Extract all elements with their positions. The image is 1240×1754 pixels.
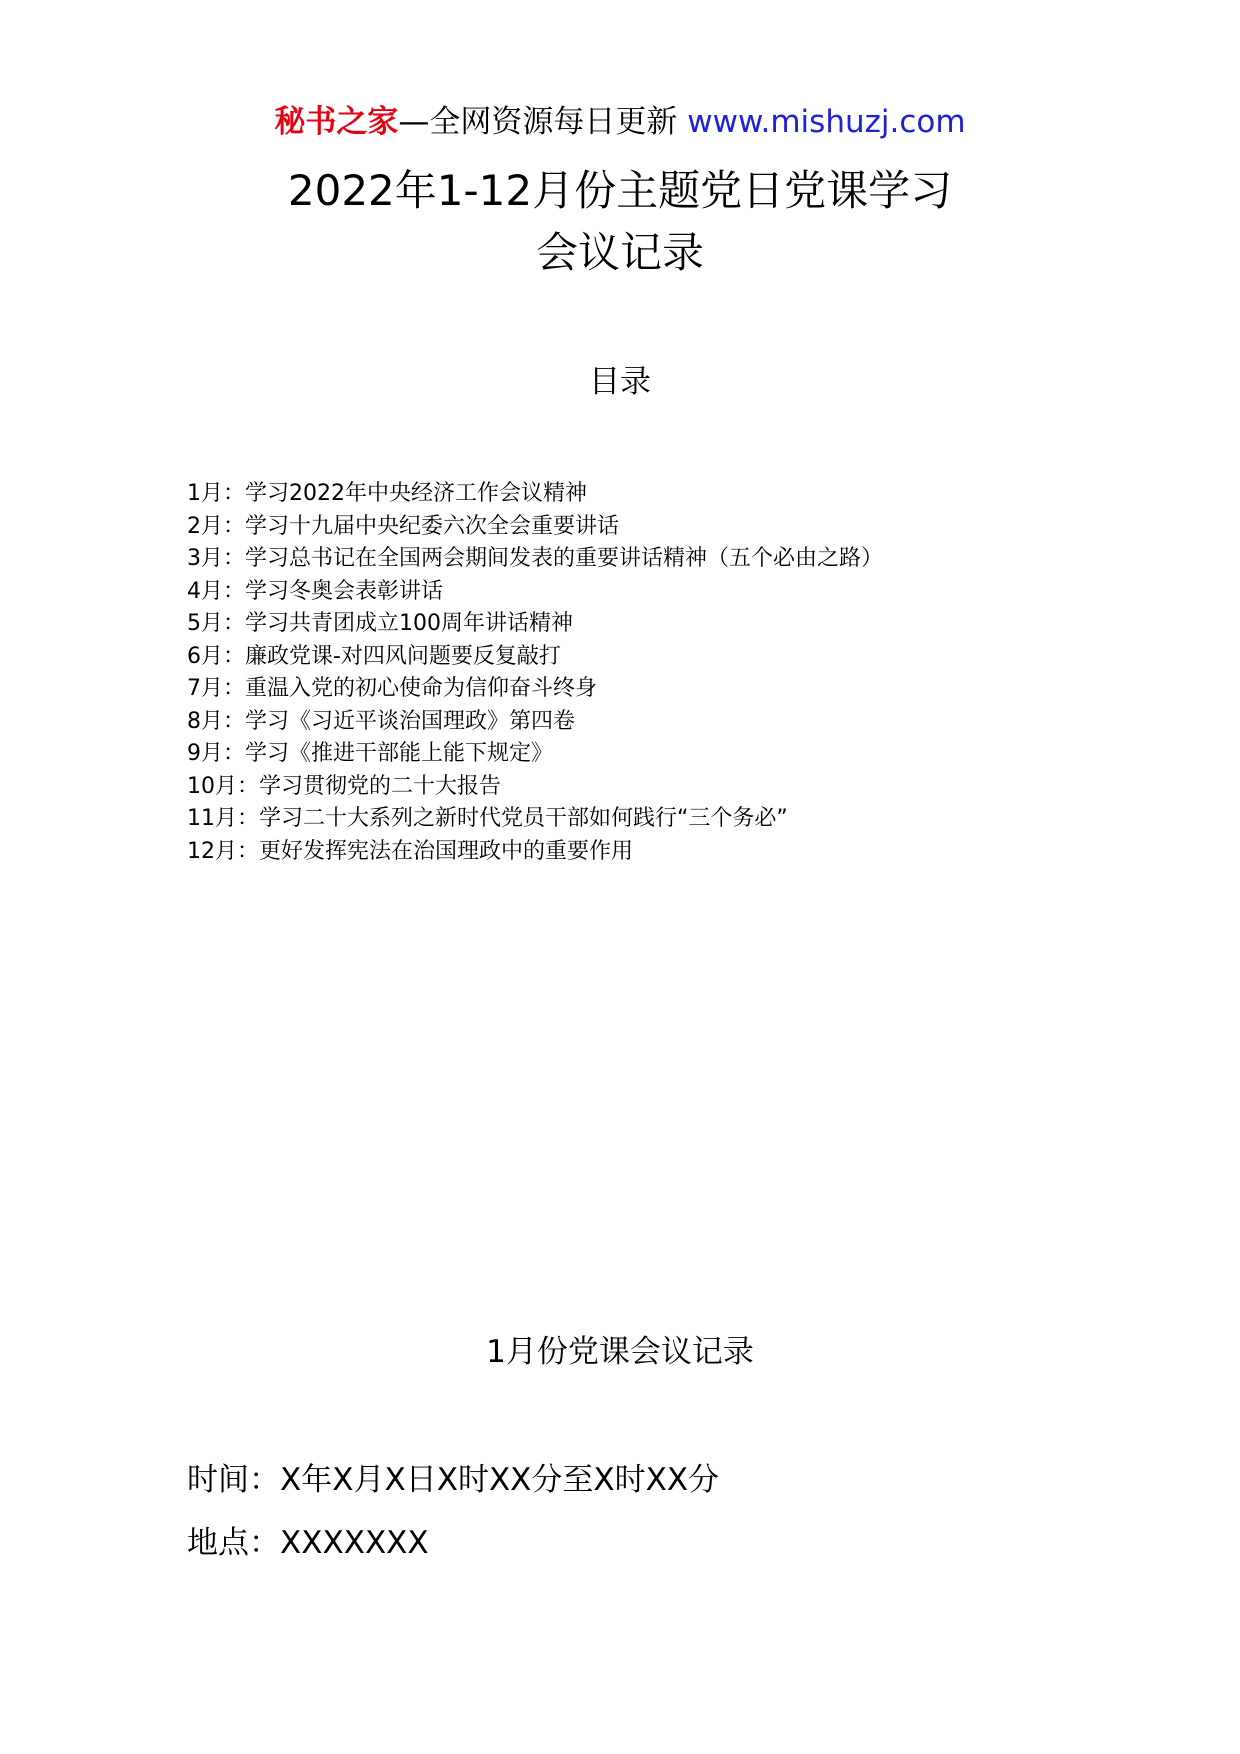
brand-name: 秘书之家 xyxy=(274,104,399,140)
toc-item: 8月：学习《习近平谈治国理政》第四卷 xyxy=(187,708,575,734)
toc-item: 1月：学习2022年中央经济工作会议精神 xyxy=(187,481,587,506)
toc-item: 2月：学习十九届中央纪委六次全会重要讲话 xyxy=(187,513,619,539)
toc-item: 5月：学习共青团成立100周年讲话精神 xyxy=(187,611,573,636)
toc-item: 3月：学习总书记在全国两会期间发表的重要讲话精神（五个必由之路） xyxy=(187,546,883,571)
toc-item: 7月：重温入党的初心使命为信仰奋斗终身 xyxy=(187,676,597,701)
section-title: 1月份党课会议记录 xyxy=(486,1334,754,1370)
document-title-line-1: 2022年1-12月份主题党日党课学习 xyxy=(287,166,953,215)
document-title-line-2: 会议记录 xyxy=(535,228,704,277)
toc-item: 11月：学习二十大系列之新时代党员干部如何践行“三个务必” xyxy=(187,806,788,831)
site-url-link[interactable]: www.mishuzj.com xyxy=(687,104,966,140)
site-banner xyxy=(0,100,1240,144)
banner-slogan: —全网资源每日更新 xyxy=(398,104,688,140)
document-title xyxy=(0,160,1240,284)
meeting-time: 时间：X年X月X日X时XX分至X时XX分 xyxy=(187,1462,720,1498)
toc-item: 10月：学习贯彻党的二十大报告 xyxy=(187,773,501,799)
toc-heading: 目录 xyxy=(589,364,651,400)
toc-item: 6月：廉政党课-对四风问题要反复敲打 xyxy=(187,643,561,669)
toc-item: 12月：更好发挥宪法在治国理政中的重要作用 xyxy=(187,838,633,864)
meeting-place: 地点：XXXXXXX xyxy=(187,1525,429,1561)
toc-list xyxy=(187,478,883,868)
toc-item: 4月：学习冬奥会表彰讲话 xyxy=(187,578,443,604)
toc-item: 9月：学习《推进干部能上能下规定》 xyxy=(187,741,553,766)
